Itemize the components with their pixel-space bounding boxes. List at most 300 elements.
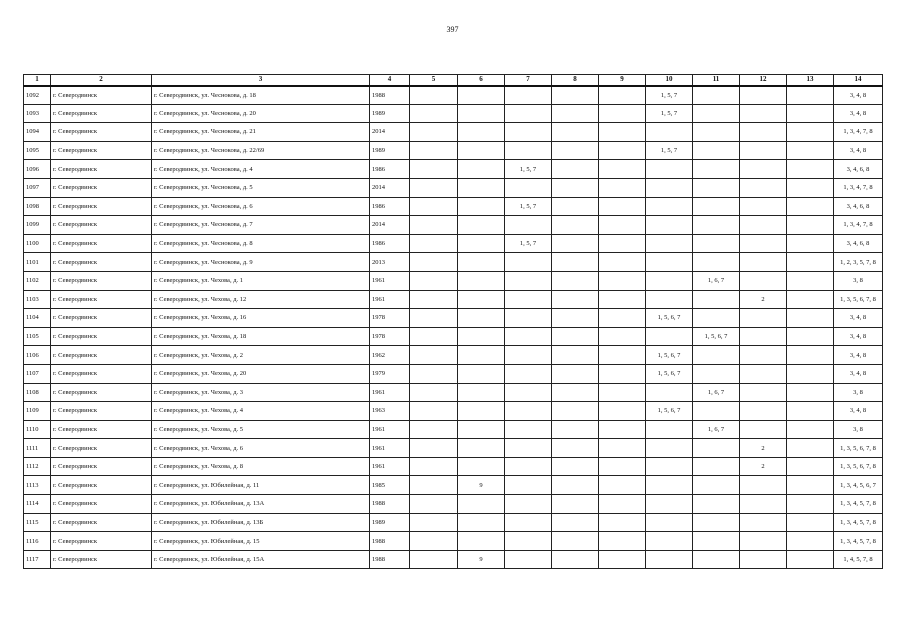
cell-col-10: 1, 5, 6, 7 — [646, 346, 693, 365]
cell-col-12: 2 — [740, 439, 787, 458]
cell-address: г. Северодвинск, ул. Чехова, д. 4 — [152, 402, 370, 421]
cell-col-7 — [505, 513, 552, 532]
cell-year: 1988 — [370, 86, 410, 105]
cell-col-6 — [458, 364, 505, 383]
cell-col-13 — [787, 513, 834, 532]
cell-year: 1961 — [370, 439, 410, 458]
cell-col-11 — [693, 550, 740, 569]
cell-col-13 — [787, 86, 834, 105]
cell-col-8 — [552, 346, 599, 365]
column-header: 9 — [599, 75, 646, 86]
cell-col-9 — [599, 216, 646, 235]
cell-col-8 — [552, 178, 599, 197]
cell-col-14: 1, 3, 4, 7, 8 — [834, 178, 883, 197]
cell-col-13 — [787, 234, 834, 253]
cell-settlement: г. Северодвинск — [51, 197, 152, 216]
cell-address: г. Северодвинск, ул. Чеснокова, д. 4 — [152, 160, 370, 179]
cell-address: г. Северодвинск, ул. Чеснокова, д. 21 — [152, 123, 370, 142]
cell-col-14: 3, 4, 8 — [834, 402, 883, 421]
cell-settlement: г. Северодвинск — [51, 141, 152, 160]
cell-col-7 — [505, 86, 552, 105]
cell-col-13 — [787, 364, 834, 383]
cell-col-6 — [458, 197, 505, 216]
cell-col-5 — [410, 550, 458, 569]
cell-col-11 — [693, 178, 740, 197]
cell-col-8 — [552, 457, 599, 476]
cell-col-13 — [787, 253, 834, 272]
cell-col-6 — [458, 346, 505, 365]
cell-col-7 — [505, 290, 552, 309]
cell-address: г. Северодвинск, ул. Юбилейная, д. 13Б — [152, 513, 370, 532]
cell-number: 1108 — [24, 383, 51, 402]
cell-col-13 — [787, 420, 834, 439]
cell-col-9 — [599, 420, 646, 439]
cell-col-10 — [646, 532, 693, 551]
cell-settlement: г. Северодвинск — [51, 346, 152, 365]
cell-number: 1113 — [24, 476, 51, 495]
cell-col-8 — [552, 104, 599, 123]
table-row — [24, 197, 883, 216]
cell-col-7 — [505, 550, 552, 569]
cell-col-14: 1, 4, 5, 7, 8 — [834, 550, 883, 569]
cell-address: г. Северодвинск, ул. Чеснокова, д. 6 — [152, 197, 370, 216]
cell-col-14: 3, 4, 6, 8 — [834, 197, 883, 216]
cell-col-7 — [505, 104, 552, 123]
cell-settlement: г. Северодвинск — [51, 327, 152, 346]
cell-col-8 — [552, 86, 599, 105]
cell-col-5 — [410, 513, 458, 532]
cell-col-7 — [505, 346, 552, 365]
cell-col-5 — [410, 86, 458, 105]
table-row — [24, 123, 883, 142]
cell-col-14: 3, 4, 8 — [834, 141, 883, 160]
cell-col-7 — [505, 309, 552, 328]
cell-col-7 — [505, 178, 552, 197]
cell-col-11 — [693, 86, 740, 105]
cell-col-9 — [599, 513, 646, 532]
cell-col-5 — [410, 197, 458, 216]
cell-col-7: 1, 5, 7 — [505, 234, 552, 253]
cell-number: 1101 — [24, 253, 51, 272]
cell-col-9 — [599, 532, 646, 551]
table-row — [24, 402, 883, 421]
cell-col-12 — [740, 197, 787, 216]
cell-number: 1099 — [24, 216, 51, 235]
table-row — [24, 383, 883, 402]
cell-col-13 — [787, 402, 834, 421]
cell-col-8 — [552, 550, 599, 569]
cell-col-7 — [505, 253, 552, 272]
cell-settlement: г. Северодвинск — [51, 160, 152, 179]
cell-year: 1961 — [370, 271, 410, 290]
cell-col-10: 1, 5, 6, 7 — [646, 309, 693, 328]
column-header: 5 — [410, 75, 458, 86]
cell-col-11 — [693, 364, 740, 383]
cell-col-5 — [410, 104, 458, 123]
cell-number: 1116 — [24, 532, 51, 551]
cell-col-7 — [505, 402, 552, 421]
cell-col-14: 1, 2, 3, 5, 7, 8 — [834, 253, 883, 272]
cell-address: г. Северодвинск, ул. Чеснокова, д. 18 — [152, 86, 370, 105]
cell-number: 1100 — [24, 234, 51, 253]
cell-col-10 — [646, 253, 693, 272]
table-row — [24, 86, 883, 105]
cell-year: 2014 — [370, 123, 410, 142]
cell-year: 1985 — [370, 476, 410, 495]
cell-col-14: 1, 3, 5, 6, 7, 8 — [834, 290, 883, 309]
cell-col-10 — [646, 550, 693, 569]
cell-col-11 — [693, 495, 740, 514]
column-header: 3 — [152, 75, 370, 86]
cell-col-13 — [787, 383, 834, 402]
cell-col-5 — [410, 364, 458, 383]
cell-address: г. Северодвинск, ул. Чехова, д. 18 — [152, 327, 370, 346]
cell-col-5 — [410, 216, 458, 235]
cell-col-10: 1, 5, 7 — [646, 104, 693, 123]
cell-col-14: 3, 4, 8 — [834, 86, 883, 105]
cell-col-7 — [505, 457, 552, 476]
cell-col-12 — [740, 550, 787, 569]
cell-col-10 — [646, 513, 693, 532]
cell-number: 1114 — [24, 495, 51, 514]
cell-col-11 — [693, 216, 740, 235]
cell-col-9 — [599, 550, 646, 569]
cell-year: 2014 — [370, 178, 410, 197]
cell-col-7 — [505, 383, 552, 402]
cell-year: 1989 — [370, 104, 410, 123]
cell-col-8 — [552, 495, 599, 514]
cell-col-12 — [740, 271, 787, 290]
table-body — [24, 86, 883, 569]
cell-col-12 — [740, 402, 787, 421]
cell-col-11 — [693, 290, 740, 309]
cell-col-8 — [552, 160, 599, 179]
cell-address: г. Северодвинск, ул. Чеснокова, д. 22/69 — [152, 141, 370, 160]
column-header: 10 — [646, 75, 693, 86]
cell-year: 1986 — [370, 197, 410, 216]
cell-col-13 — [787, 327, 834, 346]
cell-col-5 — [410, 141, 458, 160]
cell-year: 1961 — [370, 420, 410, 439]
cell-col-9 — [599, 327, 646, 346]
cell-col-14: 3, 4, 8 — [834, 364, 883, 383]
cell-year: 1961 — [370, 457, 410, 476]
column-header: 4 — [370, 75, 410, 86]
cell-address: г. Северодвинск, ул. Чехова, д. 8 — [152, 457, 370, 476]
table-row — [24, 457, 883, 476]
cell-col-5 — [410, 346, 458, 365]
cell-col-13 — [787, 123, 834, 142]
cell-settlement: г. Северодвинск — [51, 216, 152, 235]
cell-number: 1093 — [24, 104, 51, 123]
cell-col-5 — [410, 402, 458, 421]
cell-col-5 — [410, 234, 458, 253]
cell-col-7 — [505, 532, 552, 551]
cell-address: г. Северодвинск, ул. Чеснокова, д. 5 — [152, 178, 370, 197]
cell-col-12 — [740, 420, 787, 439]
cell-col-14: 1, 3, 4, 5, 7, 8 — [834, 495, 883, 514]
cell-col-9 — [599, 86, 646, 105]
table-row — [24, 346, 883, 365]
cell-settlement: г. Северодвинск — [51, 309, 152, 328]
cell-col-9 — [599, 123, 646, 142]
cell-col-5 — [410, 309, 458, 328]
cell-col-12 — [740, 160, 787, 179]
cell-number: 1094 — [24, 123, 51, 142]
column-header: 6 — [458, 75, 505, 86]
cell-year: 1978 — [370, 309, 410, 328]
cell-col-6 — [458, 271, 505, 290]
cell-col-12 — [740, 123, 787, 142]
cell-col-7 — [505, 439, 552, 458]
cell-col-11: 1, 5, 6, 7 — [693, 327, 740, 346]
cell-col-7 — [505, 141, 552, 160]
cell-address: г. Северодвинск, ул. Чехова, д. 3 — [152, 383, 370, 402]
cell-col-13 — [787, 290, 834, 309]
cell-col-12 — [740, 86, 787, 105]
column-header: 7 — [505, 75, 552, 86]
table-row — [24, 104, 883, 123]
column-header: 1 — [24, 75, 51, 86]
cell-year: 1986 — [370, 160, 410, 179]
cell-col-11 — [693, 513, 740, 532]
cell-col-6 — [458, 495, 505, 514]
table-row — [24, 495, 883, 514]
column-header: 14 — [834, 75, 883, 86]
table-row — [24, 309, 883, 328]
cell-number: 1098 — [24, 197, 51, 216]
table-row — [24, 532, 883, 551]
cell-number: 1103 — [24, 290, 51, 309]
cell-col-11 — [693, 402, 740, 421]
cell-col-8 — [552, 327, 599, 346]
cell-col-7: 1, 5, 7 — [505, 197, 552, 216]
cell-col-8 — [552, 402, 599, 421]
cell-col-8 — [552, 383, 599, 402]
cell-col-11 — [693, 476, 740, 495]
cell-col-11 — [693, 197, 740, 216]
cell-col-8 — [552, 532, 599, 551]
cell-col-14: 1, 3, 4, 7, 8 — [834, 216, 883, 235]
cell-number: 1105 — [24, 327, 51, 346]
cell-col-8 — [552, 309, 599, 328]
cell-col-14: 1, 3, 4, 5, 7, 8 — [834, 513, 883, 532]
cell-address: г. Северодвинск, ул. Чехова, д. 20 — [152, 364, 370, 383]
cell-col-8 — [552, 234, 599, 253]
cell-col-7 — [505, 327, 552, 346]
cell-year: 2013 — [370, 253, 410, 272]
cell-number: 1097 — [24, 178, 51, 197]
cell-address: г. Северодвинск, ул. Юбилейная, д. 13А — [152, 495, 370, 514]
cell-col-8 — [552, 253, 599, 272]
cell-col-12 — [740, 141, 787, 160]
table-row — [24, 550, 883, 569]
table-row — [24, 141, 883, 160]
cell-col-6 — [458, 439, 505, 458]
column-header: 11 — [693, 75, 740, 86]
cell-address: г. Северодвинск, ул. Чехова, д. 2 — [152, 346, 370, 365]
cell-col-7 — [505, 123, 552, 142]
table-row — [24, 271, 883, 290]
cell-col-14: 3, 8 — [834, 271, 883, 290]
cell-col-11 — [693, 346, 740, 365]
cell-settlement: г. Северодвинск — [51, 178, 152, 197]
cell-col-13 — [787, 532, 834, 551]
cell-col-8 — [552, 216, 599, 235]
cell-col-12: 2 — [740, 457, 787, 476]
cell-col-9 — [599, 457, 646, 476]
cell-col-14: 3, 4, 8 — [834, 327, 883, 346]
cell-col-9 — [599, 495, 646, 514]
column-header: 2 — [51, 75, 152, 86]
cell-number: 1107 — [24, 364, 51, 383]
cell-address: г. Северодвинск, ул. Чехова, д. 6 — [152, 439, 370, 458]
cell-number: 1106 — [24, 346, 51, 365]
cell-col-14: 3, 8 — [834, 383, 883, 402]
cell-col-5 — [410, 327, 458, 346]
cell-col-9 — [599, 197, 646, 216]
cell-address: г. Северодвинск, ул. Чеснокова, д. 8 — [152, 234, 370, 253]
cell-year: 1989 — [370, 141, 410, 160]
cell-col-13 — [787, 104, 834, 123]
cell-col-12 — [740, 476, 787, 495]
cell-col-5 — [410, 253, 458, 272]
page-number: 397 — [446, 25, 459, 34]
table-row — [24, 234, 883, 253]
cell-col-10 — [646, 160, 693, 179]
table-row — [24, 476, 883, 495]
cell-number: 1104 — [24, 309, 51, 328]
cell-col-8 — [552, 123, 599, 142]
cell-col-5 — [410, 495, 458, 514]
cell-col-13 — [787, 160, 834, 179]
cell-settlement: г. Северодвинск — [51, 532, 152, 551]
cell-col-13 — [787, 439, 834, 458]
cell-year: 1988 — [370, 550, 410, 569]
cell-col-6 — [458, 253, 505, 272]
cell-year: 1989 — [370, 513, 410, 532]
cell-year: 1986 — [370, 234, 410, 253]
cell-col-8 — [552, 439, 599, 458]
cell-col-14: 3, 4, 8 — [834, 104, 883, 123]
cell-col-13 — [787, 271, 834, 290]
cell-col-10 — [646, 290, 693, 309]
cell-col-9 — [599, 309, 646, 328]
cell-year: 1978 — [370, 327, 410, 346]
cell-settlement: г. Северодвинск — [51, 86, 152, 105]
cell-col-10 — [646, 123, 693, 142]
cell-col-14: 1, 3, 4, 7, 8 — [834, 123, 883, 142]
cell-col-11 — [693, 234, 740, 253]
cell-col-6 — [458, 178, 505, 197]
cell-col-10 — [646, 439, 693, 458]
cell-col-9 — [599, 178, 646, 197]
cell-col-10 — [646, 457, 693, 476]
cell-col-6 — [458, 160, 505, 179]
cell-settlement: г. Северодвинск — [51, 420, 152, 439]
cell-col-12 — [740, 104, 787, 123]
cell-col-10 — [646, 271, 693, 290]
cell-col-10 — [646, 234, 693, 253]
cell-number: 1112 — [24, 457, 51, 476]
cell-year: 1961 — [370, 290, 410, 309]
cell-col-14: 1, 3, 4, 5, 7, 8 — [834, 532, 883, 551]
cell-col-14: 1, 3, 4, 5, 6, 7 — [834, 476, 883, 495]
cell-col-7 — [505, 364, 552, 383]
cell-col-13 — [787, 495, 834, 514]
cell-col-12 — [740, 383, 787, 402]
cell-col-9 — [599, 364, 646, 383]
cell-col-8 — [552, 290, 599, 309]
cell-col-6 — [458, 290, 505, 309]
cell-address: г. Северодвинск, ул. Чеснокова, д. 7 — [152, 216, 370, 235]
cell-address: г. Северодвинск, ул. Чеснокова, д. 9 — [152, 253, 370, 272]
cell-settlement: г. Северодвинск — [51, 402, 152, 421]
cell-settlement: г. Северодвинск — [51, 513, 152, 532]
cell-col-5 — [410, 532, 458, 551]
cell-col-6 — [458, 532, 505, 551]
cell-col-9 — [599, 234, 646, 253]
cell-year: 1963 — [370, 402, 410, 421]
cell-col-11 — [693, 160, 740, 179]
cell-col-12 — [740, 253, 787, 272]
cell-col-11 — [693, 457, 740, 476]
cell-col-13 — [787, 346, 834, 365]
cell-col-12: 2 — [740, 290, 787, 309]
cell-col-9 — [599, 104, 646, 123]
cell-col-13 — [787, 309, 834, 328]
cell-col-11 — [693, 532, 740, 551]
cell-number: 1110 — [24, 420, 51, 439]
cell-year: 1962 — [370, 346, 410, 365]
cell-settlement: г. Северодвинск — [51, 104, 152, 123]
table-row — [24, 364, 883, 383]
cell-col-12 — [740, 178, 787, 197]
cell-col-5 — [410, 160, 458, 179]
table-row — [24, 420, 883, 439]
cell-col-11: 1, 6, 7 — [693, 420, 740, 439]
cell-col-10: 1, 5, 6, 7 — [646, 364, 693, 383]
cell-settlement: г. Северодвинск — [51, 439, 152, 458]
cell-col-14: 1, 3, 5, 6, 7, 8 — [834, 457, 883, 476]
cell-col-6 — [458, 513, 505, 532]
cell-col-12 — [740, 495, 787, 514]
cell-col-6: 9 — [458, 476, 505, 495]
cell-col-5 — [410, 476, 458, 495]
cell-year: 1961 — [370, 383, 410, 402]
cell-col-14: 3, 8 — [834, 420, 883, 439]
cell-number: 1102 — [24, 271, 51, 290]
cell-col-10 — [646, 197, 693, 216]
cell-col-9 — [599, 476, 646, 495]
cell-number: 1096 — [24, 160, 51, 179]
table-row — [24, 253, 883, 272]
cell-col-6 — [458, 309, 505, 328]
table-row — [24, 513, 883, 532]
cell-year: 1988 — [370, 532, 410, 551]
cell-col-11 — [693, 141, 740, 160]
cell-number: 1111 — [24, 439, 51, 458]
cell-col-12 — [740, 234, 787, 253]
cell-col-6: 9 — [458, 550, 505, 569]
cell-col-6 — [458, 383, 505, 402]
cell-address: г. Северодвинск, ул. Юбилейная, д. 15А — [152, 550, 370, 569]
cell-col-13 — [787, 197, 834, 216]
cell-col-6 — [458, 234, 505, 253]
table-row — [24, 216, 883, 235]
cell-col-9 — [599, 141, 646, 160]
cell-col-14: 3, 4, 8 — [834, 309, 883, 328]
